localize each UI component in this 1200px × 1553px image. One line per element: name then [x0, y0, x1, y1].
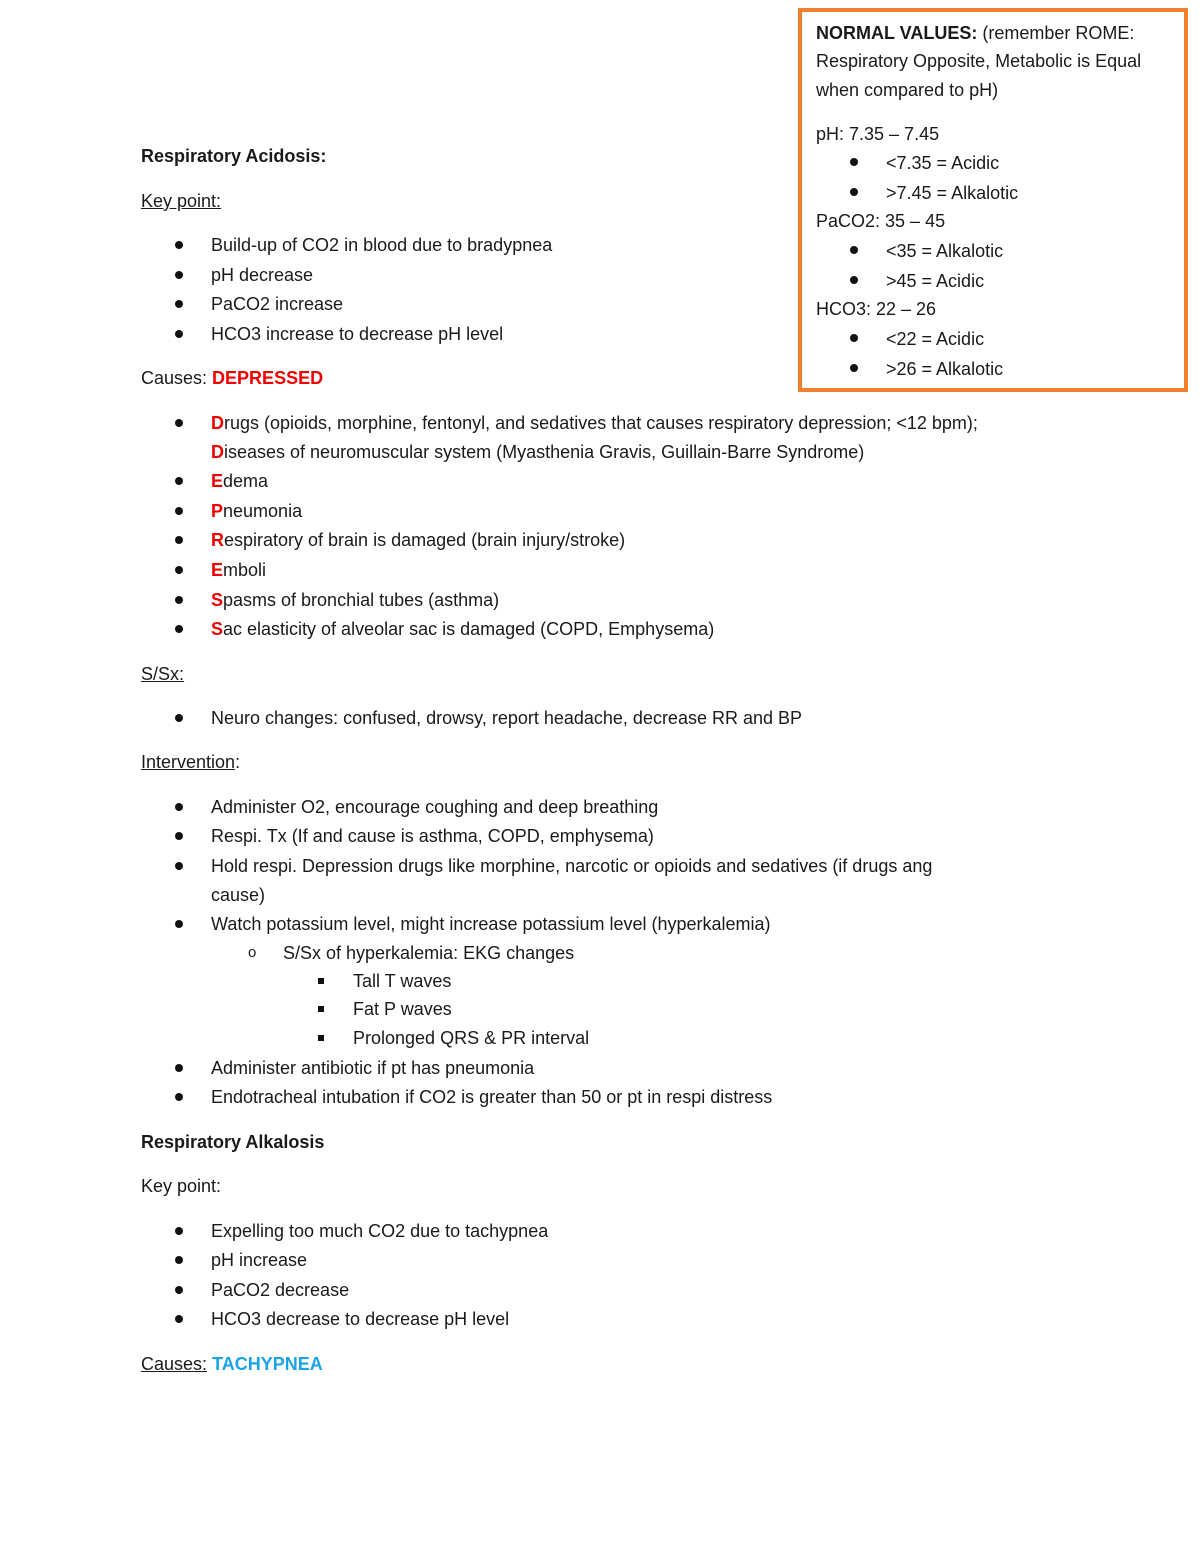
- bullet-icon: [175, 241, 183, 249]
- alkalosis-causes-label-text: Causes:: [141, 1354, 208, 1374]
- cause-text: iseases of neuromuscular system (Myasthenia Gravis, Guillain-Barre Syndrome): [224, 442, 865, 462]
- bullet-icon: [175, 419, 183, 427]
- hco3-range: HCO3: 22 – 26: [816, 299, 937, 319]
- ph-item: <7.35 = Acidic: [886, 153, 1000, 173]
- cause-letter: D: [211, 442, 224, 462]
- key-point-item: HCO3 increase to decrease pH level: [211, 324, 504, 344]
- square-bullet-icon: [318, 1035, 324, 1041]
- bullet-icon: [175, 1315, 183, 1323]
- cause-letter: R: [211, 530, 224, 550]
- intervention-item: Administer antibiotic if pt has pneumonia: [211, 1058, 535, 1078]
- cause-item: [211, 529, 625, 551]
- normal-values-title-rest: (remember ROME:: [977, 23, 1135, 43]
- key-point-item: PaCO2 decrease: [211, 1280, 350, 1300]
- cause-item: [211, 500, 302, 522]
- bullet-icon: [850, 188, 858, 196]
- hyperkalemia-item: Fat P waves: [353, 999, 452, 1019]
- cause-text: dema: [223, 471, 269, 491]
- intervention-item: Respi. Tx (If and cause is asthma, COPD, emphysema): [211, 826, 654, 846]
- bullet-icon: [175, 803, 183, 811]
- cause-text: rugs (opioids, morphine, fentonyl, and sedatives that causes respiratory depression; <12 bpm);: [224, 413, 978, 433]
- acidosis-heading: Respiratory Acidosis:: [141, 146, 327, 166]
- cause-letter: E: [211, 560, 224, 580]
- cause-text: espiratory of brain is damaged (brain injury/stroke): [224, 530, 626, 550]
- bullet-icon: [850, 276, 858, 284]
- intervention-item: Watch potassium level, might increase potassium level (hyperkalemia): [211, 914, 771, 934]
- normal-values-line3: when compared to pH): [816, 80, 999, 100]
- bullet-icon: [850, 158, 858, 166]
- cause-text: mboli: [223, 560, 267, 580]
- cause-text: ac elasticity of alveolar sac is damaged (COPD, Emphysema): [223, 619, 715, 639]
- intervention-colon: :: [235, 752, 241, 772]
- causes-label-text: Causes:: [141, 368, 213, 388]
- key-point-item: Expelling too much CO2 due to tachypnea: [211, 1221, 549, 1241]
- cause-item: [211, 470, 268, 492]
- square-bullet-icon: [318, 1006, 324, 1012]
- bullet-icon: [175, 625, 183, 633]
- bullet-icon: [175, 1093, 183, 1101]
- bullet-icon: [175, 507, 183, 515]
- cause-letter: D: [211, 413, 224, 433]
- cause-letter: E: [211, 471, 224, 491]
- bullet-icon: [175, 477, 183, 485]
- bullet-icon: [175, 1286, 183, 1294]
- alkalosis-key-point-label: Key point:: [141, 1176, 222, 1196]
- hco3-item: <22 = Acidic: [886, 329, 985, 349]
- cause-item: [211, 589, 499, 611]
- acidosis-causes-label: [141, 367, 323, 389]
- cause-item: [211, 559, 266, 581]
- bullet-icon: [175, 1227, 183, 1235]
- key-point-item: HCO3 decrease to decrease pH level: [211, 1309, 510, 1329]
- key-point-item: PaCO2 increase: [211, 294, 344, 314]
- cause-letter: S: [211, 590, 224, 610]
- bullet-icon: [175, 920, 183, 928]
- cause-item: [211, 412, 978, 434]
- alkalosis-causes-value: TACHYPNEA: [212, 1354, 323, 1374]
- hyperkalemia-item: Tall T waves: [353, 971, 452, 991]
- intervention-item: Hold respi. Depression drugs like morphine, narcotic or opioids and sedatives (if drugs ang: [211, 856, 933, 876]
- bullet-icon: [175, 714, 183, 722]
- ph-range: pH: 7.35 – 7.45: [816, 124, 940, 144]
- intervention-item-continued: cause): [211, 885, 266, 905]
- bullet-icon: [175, 596, 183, 604]
- intervention-item: Administer O2, encourage coughing and deep breathing: [211, 797, 659, 817]
- alkalosis-causes-label: [141, 1353, 323, 1375]
- intervention-label-text: Intervention: [141, 752, 236, 772]
- key-point-item: pH decrease: [211, 265, 314, 285]
- bullet-icon: [175, 862, 183, 870]
- hco3-item: >26 = Alkalotic: [886, 359, 1004, 379]
- circle-bullet-icon: o: [248, 944, 257, 961]
- intervention-item: Endotracheal intubation if CO2 is greater than 50 or pt in respi distress: [211, 1087, 773, 1107]
- square-bullet-icon: [318, 978, 324, 984]
- bullet-icon: [175, 1256, 183, 1264]
- alkalosis-heading: Respiratory Alkalosis: [141, 1132, 325, 1152]
- bullet-icon: [175, 832, 183, 840]
- paco2-range: PaCO2: 35 – 45: [816, 211, 946, 231]
- hyperkalemia-item: Prolonged QRS & PR interval: [353, 1028, 590, 1048]
- bullet-icon: [850, 334, 858, 342]
- cause-item: [211, 618, 714, 640]
- paco2-item: <35 = Alkalotic: [886, 241, 1004, 261]
- bullet-icon: [850, 364, 858, 372]
- bullet-icon: [175, 330, 183, 338]
- cause-item: [211, 441, 864, 463]
- bullet-icon: [175, 1064, 183, 1072]
- bullet-icon: [850, 246, 858, 254]
- ssx-label: S/Sx:: [141, 664, 185, 684]
- bullet-icon: [175, 566, 183, 574]
- bullet-icon: [175, 536, 183, 544]
- key-point-item: Build-up of CO2 in blood due to bradypnea: [211, 235, 553, 255]
- normal-values-title: [816, 22, 1134, 44]
- normal-values-line2: Respiratory Opposite, Metabolic is Equal: [816, 51, 1142, 71]
- bullet-icon: [175, 271, 183, 279]
- causes-acronym: DEPRESSED: [212, 368, 324, 388]
- bullet-icon: [175, 300, 183, 308]
- normal-values-title-bold: NORMAL VALUES:: [816, 23, 978, 43]
- intervention-label: [141, 751, 240, 773]
- hyperkalemia-label: S/Sx of hyperkalemia: EKG changes: [283, 943, 575, 963]
- ph-item: >7.45 = Alkalotic: [886, 183, 1019, 203]
- cause-letter: P: [211, 501, 224, 521]
- cause-text: neumonia: [223, 501, 303, 521]
- key-point-item: pH increase: [211, 1250, 308, 1270]
- cause-letter: S: [211, 619, 224, 639]
- cause-text: pasms of bronchial tubes (asthma): [223, 590, 500, 610]
- ssx-item: Neuro changes: confused, drowsy, report headache, decrease RR and BP: [211, 708, 803, 728]
- acidosis-key-point-label: Key point:: [141, 191, 222, 211]
- paco2-item: >45 = Acidic: [886, 271, 985, 291]
